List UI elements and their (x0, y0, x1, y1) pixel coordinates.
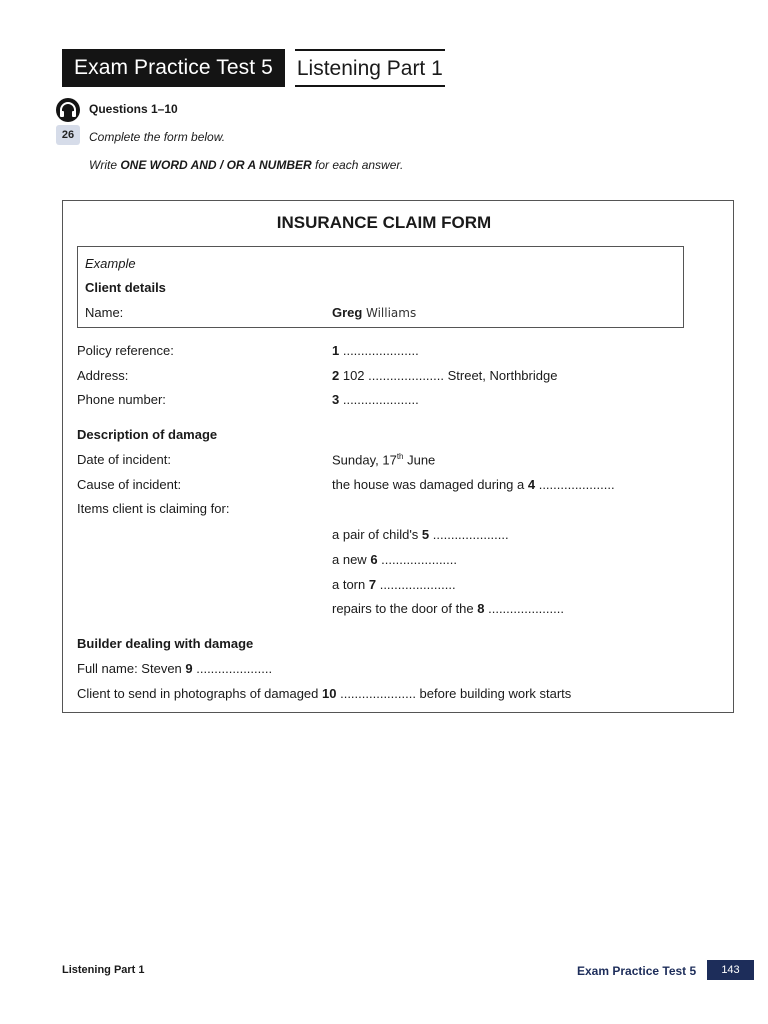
date-label: Date of incident: (77, 452, 171, 467)
answer-1: 1 ..................... (332, 343, 419, 358)
footer-part-label: Listening Part 1 (62, 964, 145, 976)
part-label: Listening Part 1 (295, 49, 445, 87)
client-details-heading: Client details (85, 280, 166, 295)
damage-heading: Description of damage (77, 427, 218, 442)
answer-7: a torn 7 ..................... (332, 577, 456, 592)
answer-8: repairs to the door of the 8 ..................... (332, 601, 564, 616)
answer-3: 3 ..................... (332, 392, 419, 407)
page-header (62, 49, 445, 87)
questions-title: Questions 1–10 (89, 102, 178, 116)
answer-5: a pair of child's 5 ..................... (332, 527, 509, 542)
instruction-line-1: Complete the form below. (89, 130, 226, 144)
builder-heading: Builder dealing with damage (77, 636, 254, 651)
phone-label: Phone number: (77, 392, 166, 407)
test-label: Exam Practice Test 5 (62, 49, 285, 87)
audio-marker (56, 98, 82, 145)
answer-9: Full name: Steven 9 ..................... (77, 661, 273, 676)
policy-label: Policy reference: (77, 343, 174, 358)
example-label: Example (85, 256, 136, 271)
instruction-line-2: Write ONE WORD AND / OR A NUMBER for each answer. (89, 158, 404, 172)
cause-label: Cause of incident: (77, 477, 182, 492)
name-label: Name: (85, 305, 124, 320)
answer-10: Client to send in photographs of damaged 10 ..................... before building work starts (77, 686, 572, 701)
footer-test-label: Exam Practice Test 5 (577, 964, 697, 978)
name-value: Greg Williams (332, 305, 417, 320)
page-number: 143 (707, 960, 754, 980)
answer-2: 2 102 ..................... Street, Northbridge (332, 368, 558, 383)
answer-6: a new 6 ..................... (332, 552, 458, 567)
items-label: Items client is claiming for: (77, 501, 230, 516)
form-title: INSURANCE CLAIM FORM (276, 213, 492, 232)
date-value: Sunday, 17th June (332, 452, 436, 468)
address-label: Address: (77, 368, 129, 383)
track-number: 26 (56, 125, 80, 145)
headphones-icon (56, 98, 80, 122)
answer-4: the house was damaged during a 4 ..................... (332, 477, 615, 492)
